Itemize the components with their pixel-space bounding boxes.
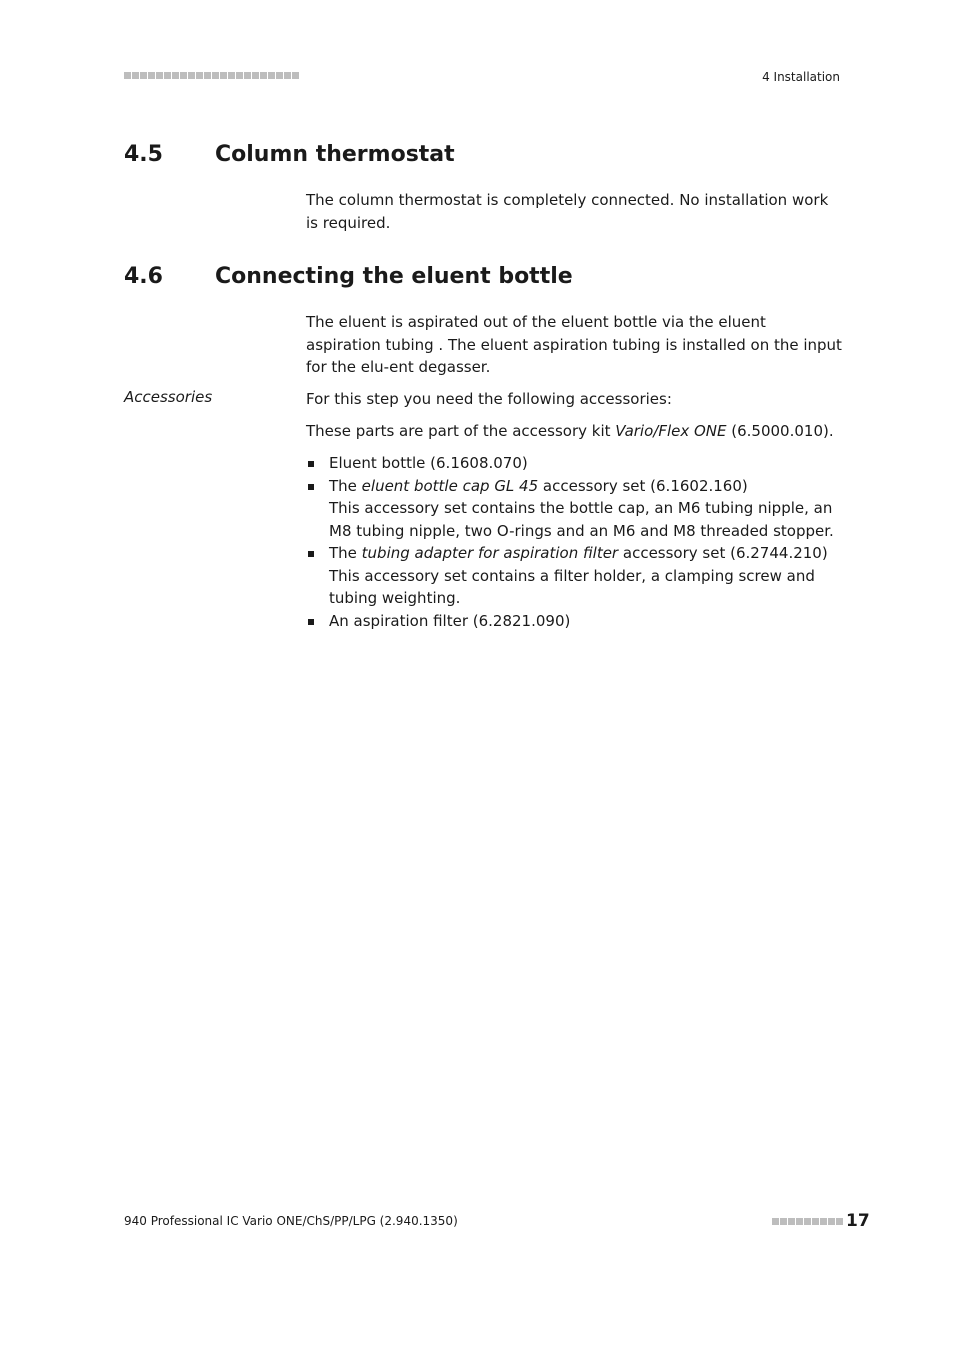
item-description: This accessory set contains a filter holder, a clamping screw and tubing weighting. [329,566,815,607]
bullet-square-icon [308,619,314,625]
page-number: 17 [846,1211,870,1231]
section-title: Column thermostat [215,142,455,167]
section-number: 4.6 [124,264,163,289]
paragraph-accessories-intro: For this step you need the following accessories: [306,390,672,408]
list-item [306,542,842,610]
section-number: 4.5 [124,142,163,167]
header-decoration [124,72,299,79]
margin-label-accessories: Accessories [124,388,213,406]
paragraph-accessory-kit [306,420,842,443]
list-item [306,475,842,543]
paragraph-eluent-intro: The eluent is aspirated out of the eluent bottle via the eluent aspiration tubing . The eluent aspiration tubing is installed on the input for the elu-ent degasser. [306,313,842,376]
item-text-pre: The [329,544,362,562]
item-name: tubing adapter for aspiration filter [361,544,619,562]
footer-decoration [772,1218,843,1225]
kit-name: Vario/Flex ONE [615,422,727,440]
bullet-square-icon [308,551,314,557]
item-text: Eluent bottle (6.1608.070) [329,454,528,472]
item-text: An aspiration filter (6.2821.090) [329,611,571,630]
section-heading-4-6 [124,264,573,289]
section-title: Connecting the eluent bottle [215,264,573,289]
item-name: eluent bottle cap GL 45 [361,476,539,495]
item-text-pre: The [329,476,362,495]
bullet-square-icon [308,484,314,490]
section-heading-4-5 [124,142,455,167]
bullet-square-icon [308,461,314,467]
accessory-list [306,452,842,632]
item-text-post: accessory set (6.1602.160) [538,476,748,495]
kit-text-post: (6.5000.010). [726,422,834,440]
running-header-chapter: 4 Installation [762,70,840,84]
paragraph-column-thermostat: The column thermostat is completely connected. No installation work is required. [306,191,829,232]
kit-text-pre: These parts are part of the accessory kit [306,422,616,440]
list-item [306,610,842,633]
list-item [306,452,842,475]
footer-document-title: 940 Professional IC Vario ONE/ChS/PP/LPG (2.940.1350) [124,1214,458,1228]
item-description: This accessory set contains the bottle cap, an M6 tubing nipple, an M8 tubing nipple, two O-rings and an M6 and M8 threaded stopper. [329,499,834,540]
item-text-post: accessory set (6.2744.210) [618,544,828,562]
